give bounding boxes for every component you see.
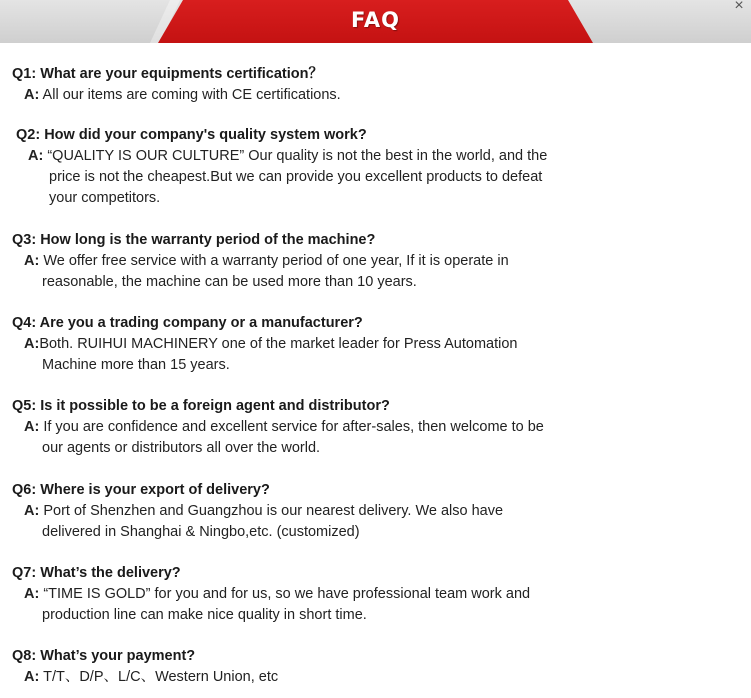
faq-item-8 [12, 646, 751, 688]
question: Q7: What’s the delivery? [12, 565, 181, 581]
faq-item-1 [12, 64, 751, 106]
answer-line: price is not the cheapest.But we can provide you excellent products to defeat [49, 169, 543, 185]
answer-label: A: [24, 503, 40, 519]
answer-line: our agents or distributors all over the world. [42, 440, 321, 456]
answer-line: reasonable, the machine can be used more than 10 years. [42, 274, 417, 290]
faq-banner [0, 0, 751, 43]
faq-item-5 [12, 396, 751, 459]
question: Q3: How long is the warranty period of the machine? [12, 232, 376, 248]
answer [12, 334, 751, 355]
answer-line: “QUALITY IS OUR CULTURE” Our quality is not the best in the world, and the [47, 148, 548, 164]
answer [12, 667, 751, 688]
question: Q2: How did your company's quality system work? [16, 127, 367, 143]
answer-line: delivered in Shanghai & Ningbo,etc. (customized) [42, 524, 360, 540]
close-icon[interactable]: × [734, 0, 744, 14]
answer-line: Both. RUIHUI MACHINERY one of the market leader for Press Automation [39, 336, 518, 352]
answer-label: A: [28, 148, 44, 164]
answer-label: A: [24, 586, 40, 602]
faq-item-3 [12, 230, 751, 293]
answer-line: Port of Shenzhen and Guangzhou is our nearest delivery. We also have [43, 503, 504, 519]
answer-line: “TIME IS GOLD” for you and for us, so we have professional team work and [43, 586, 531, 602]
question: Q5: Is it possible to be a foreign agent and distributor? [12, 398, 390, 414]
answer-continuation [16, 188, 751, 209]
question: Q8: What’s your payment? [12, 648, 196, 664]
answer [12, 501, 751, 522]
answer-line: Machine more than 15 years. [42, 357, 230, 373]
faq-item-2 [16, 125, 751, 209]
answer [12, 417, 751, 438]
answer-line: All our items are coming with CE certifications. [42, 87, 341, 103]
question: Q4: Are you a trading company or a manufacturer? [12, 315, 363, 331]
answer-continuation [12, 522, 751, 543]
faq-item-4 [12, 313, 751, 376]
answer-label: A: [24, 419, 40, 435]
answer [12, 85, 751, 106]
question: Q6: Where is your export of delivery? [12, 482, 270, 498]
answer [16, 146, 751, 167]
question: Q1: What are your equipments certification？ [12, 66, 323, 82]
answer-continuation [16, 167, 751, 188]
answer-label: A: [24, 669, 40, 685]
answer [12, 251, 751, 272]
answer-line: your competitors. [49, 190, 161, 206]
answer-continuation [12, 355, 751, 376]
answer-continuation [12, 272, 751, 293]
answer [12, 584, 751, 605]
faq-item-6 [12, 480, 751, 543]
faq-item-7 [12, 563, 751, 626]
answer-line: We offer free service with a warranty period of one year, If it is operate in [43, 253, 509, 269]
answer-continuation [12, 605, 751, 626]
faq-title: FAQ [350, 8, 401, 32]
answer-line: production line can make nice quality in short time. [42, 607, 367, 623]
answer-label: A: [24, 336, 40, 352]
answer-continuation [12, 438, 751, 459]
answer-line: If you are confidence and excellent service for after-sales, then welcome to be [43, 419, 544, 435]
answer-line: T/T、D/P、L/C、Western Union, etc [43, 669, 279, 685]
answer-label: A: [24, 87, 40, 103]
answer-label: A: [24, 253, 40, 269]
